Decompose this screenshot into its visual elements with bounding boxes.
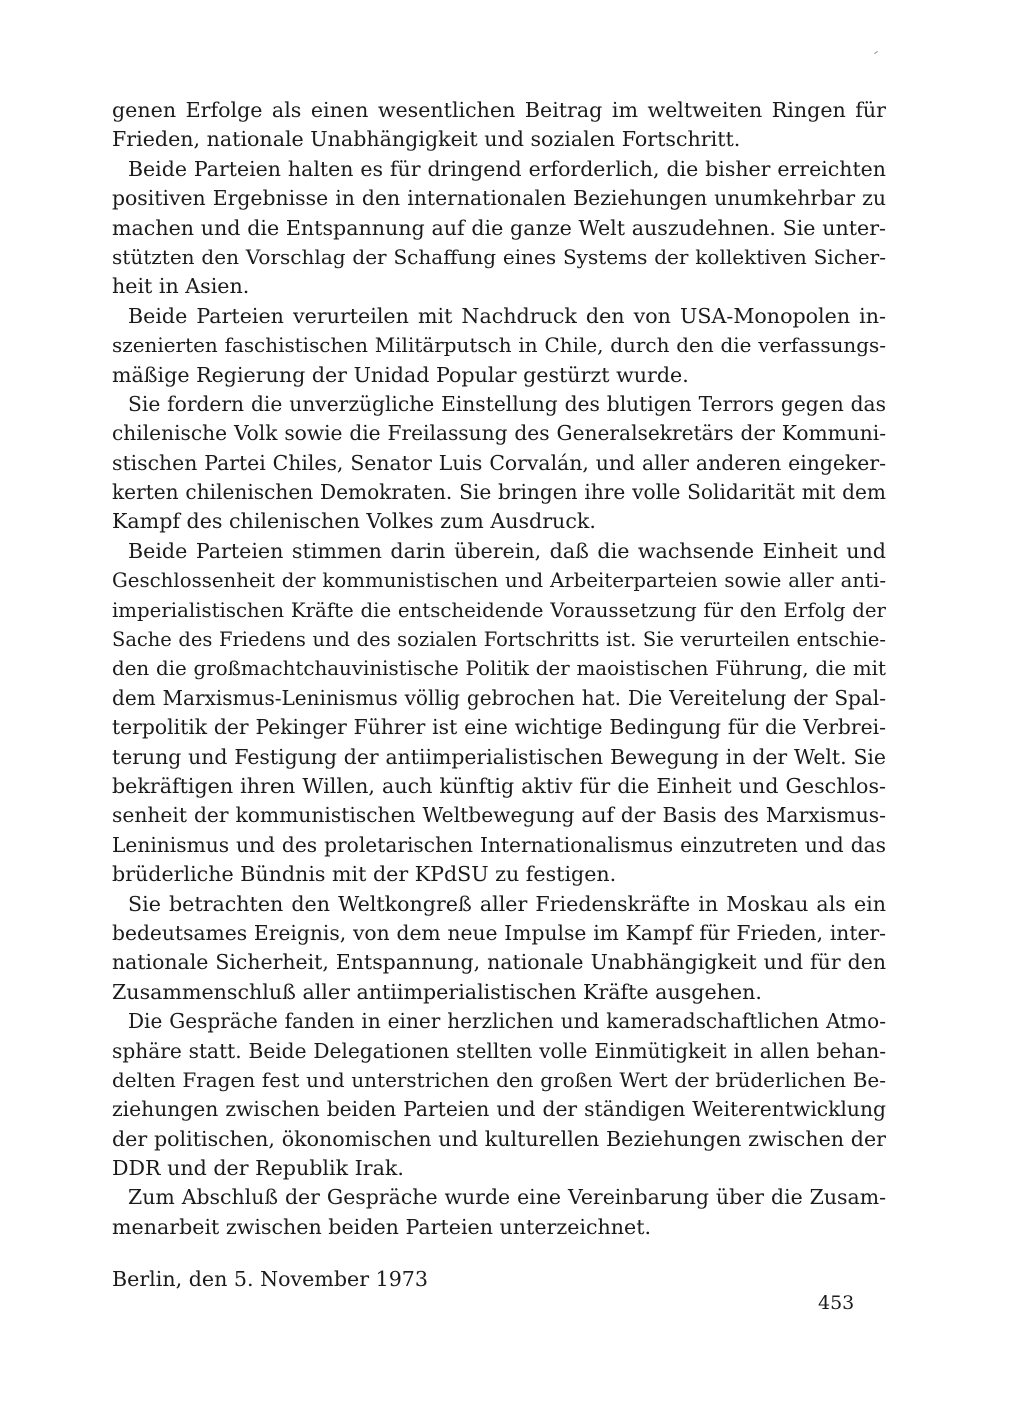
text-line: delten Fragen fest und unterstrichen den großen Wert der brüderlichen Be-: [112, 1067, 886, 1092]
text-line: terpolitik der Pekinger Führer ist eine wichtige Bedingung für die Verbrei-: [112, 715, 886, 740]
text-line: Die Gespräche fanden in einer herzlichen und kameradschaftlichen Atmo-: [128, 1009, 886, 1034]
text-line: der politischen, ökonomischen und kulturellen Beziehungen zwischen der: [112, 1126, 886, 1151]
paragraph-2: [112, 155, 886, 302]
place-date-line: Berlin, den 5. November 1973: [112, 1267, 429, 1291]
text-line: Sie fordern die unverzügliche Einstellung des blutigen Terrors gegen das: [128, 391, 886, 416]
paragraph-6: [112, 890, 886, 1008]
text-line: sphäre statt. Beide Delegationen stellten volle Einmütigkeit in allen behan-: [112, 1038, 886, 1063]
text-line: terung und Festigung der antiimperialistischen Bewegung in der Welt. Sie: [112, 744, 886, 769]
text-line: DDR und der Republik Irak.: [112, 1156, 404, 1181]
text-line: Beide Parteien halten es für dringend erforderlich, die bisher erreichten: [128, 156, 886, 181]
text-line: bekräftigen ihren Willen, auch künftig aktiv für die Einheit und Geschlos-: [112, 773, 886, 798]
text-line: Zum Abschluß der Gespräche wurde eine Vereinbarung über die Zusam-: [128, 1185, 886, 1210]
text-line: brüderliche Bündnis mit der KPdSU zu festigen.: [112, 862, 617, 887]
text-line: positiven Ergebnisse in den internationalen Beziehungen unumkehrbar zu: [112, 186, 886, 211]
text-line: den die großmachtchauvinistische Politik der maoistischen Führung, die mit: [112, 657, 886, 681]
text-line: Sie betrachten den Weltkongreß aller Friedenskräfte in Moskau als ein: [128, 891, 886, 916]
page-number: 453: [818, 1292, 855, 1314]
text-line: bedeutsames Ereignis, von dem neue Impulse im Kampf für Frieden, inter-: [112, 920, 886, 945]
body-text: [112, 96, 886, 1242]
text-line: ziehungen zwischen beiden Parteien und der ständigen Weiterentwicklung: [112, 1097, 886, 1122]
text-line: Geschlossenheit der kommunistischen und Arbeiterparteien sowie aller anti-: [112, 569, 886, 593]
paragraph-1: [112, 96, 886, 155]
text-line: imperialistischen Kräfte die entscheidende Voraussetzung für den Erfolg der: [112, 598, 886, 622]
text-line: menarbeit zwischen beiden Parteien unterzeichnet.: [112, 1214, 652, 1239]
text-line: Zusammenschluß aller antiimperialistischen Kräfte ausgehen.: [112, 979, 762, 1004]
text-line: dem Marxismus-Leninismus völlig gebrochen hat. Die Vereitelung der Spal-: [112, 685, 886, 710]
text-line: szenierten faschistischen Militärputsch in Chile, durch den die verfassungs-: [112, 333, 886, 358]
text-line: genen Erfolge als einen wesentlichen Beitrag im weltweiten Ringen für: [112, 98, 886, 122]
text-line: Frieden, nationale Unabhängigkeit und sozialen Fortschritt.: [112, 127, 741, 152]
text-line: Sache des Friedens und des sozialen Fortschritts ist. Sie verurteilen entschie-: [112, 628, 886, 652]
text-line: chilenische Volk sowie die Freilassung des Generalsekretärs der Kommuni-: [112, 421, 886, 446]
paragraph-3: [112, 302, 886, 390]
text-line: stützten den Vorschlag der Schaffung eines Systems der kollektiven Sicher-: [112, 244, 886, 269]
scan-speck: [874, 51, 878, 54]
text-line: Beide Parteien verurteilen mit Nachdruck den von USA-Monopolen in-: [128, 303, 886, 328]
text-line: heit in Asien.: [112, 274, 250, 299]
paragraph-4: [112, 390, 886, 537]
text-line: machen und die Entspannung auf die ganze Welt auszudehnen. Sie unter-: [112, 215, 886, 240]
text-line: stischen Partei Chiles, Senator Luis Corvalán, und aller anderen eingeker-: [112, 450, 886, 475]
paragraph-8: [112, 1183, 886, 1242]
paragraph-5: [112, 537, 886, 890]
text-line: mäßige Regierung der Unidad Popular gestürzt wurde.: [112, 362, 689, 387]
text-line: nationale Sicherheit, Entspannung, nationale Unabhängigkeit und für den: [112, 950, 886, 975]
text-line: kerten chilenischen Demokraten. Sie bringen ihre volle Solidarität mit dem: [112, 480, 886, 505]
text-line: Kampf des chilenischen Volkes zum Ausdruck.: [112, 509, 596, 534]
paragraph-7: [112, 1007, 886, 1183]
text-line: Beide Parteien stimmen darin überein, daß die wachsende Einheit und: [128, 538, 886, 563]
text-line: Leninismus und des proletarischen Internationalismus einzutreten und das: [112, 832, 886, 857]
text-line: senheit der kommunistischen Weltbewegung auf der Basis des Marxismus-: [112, 803, 886, 828]
